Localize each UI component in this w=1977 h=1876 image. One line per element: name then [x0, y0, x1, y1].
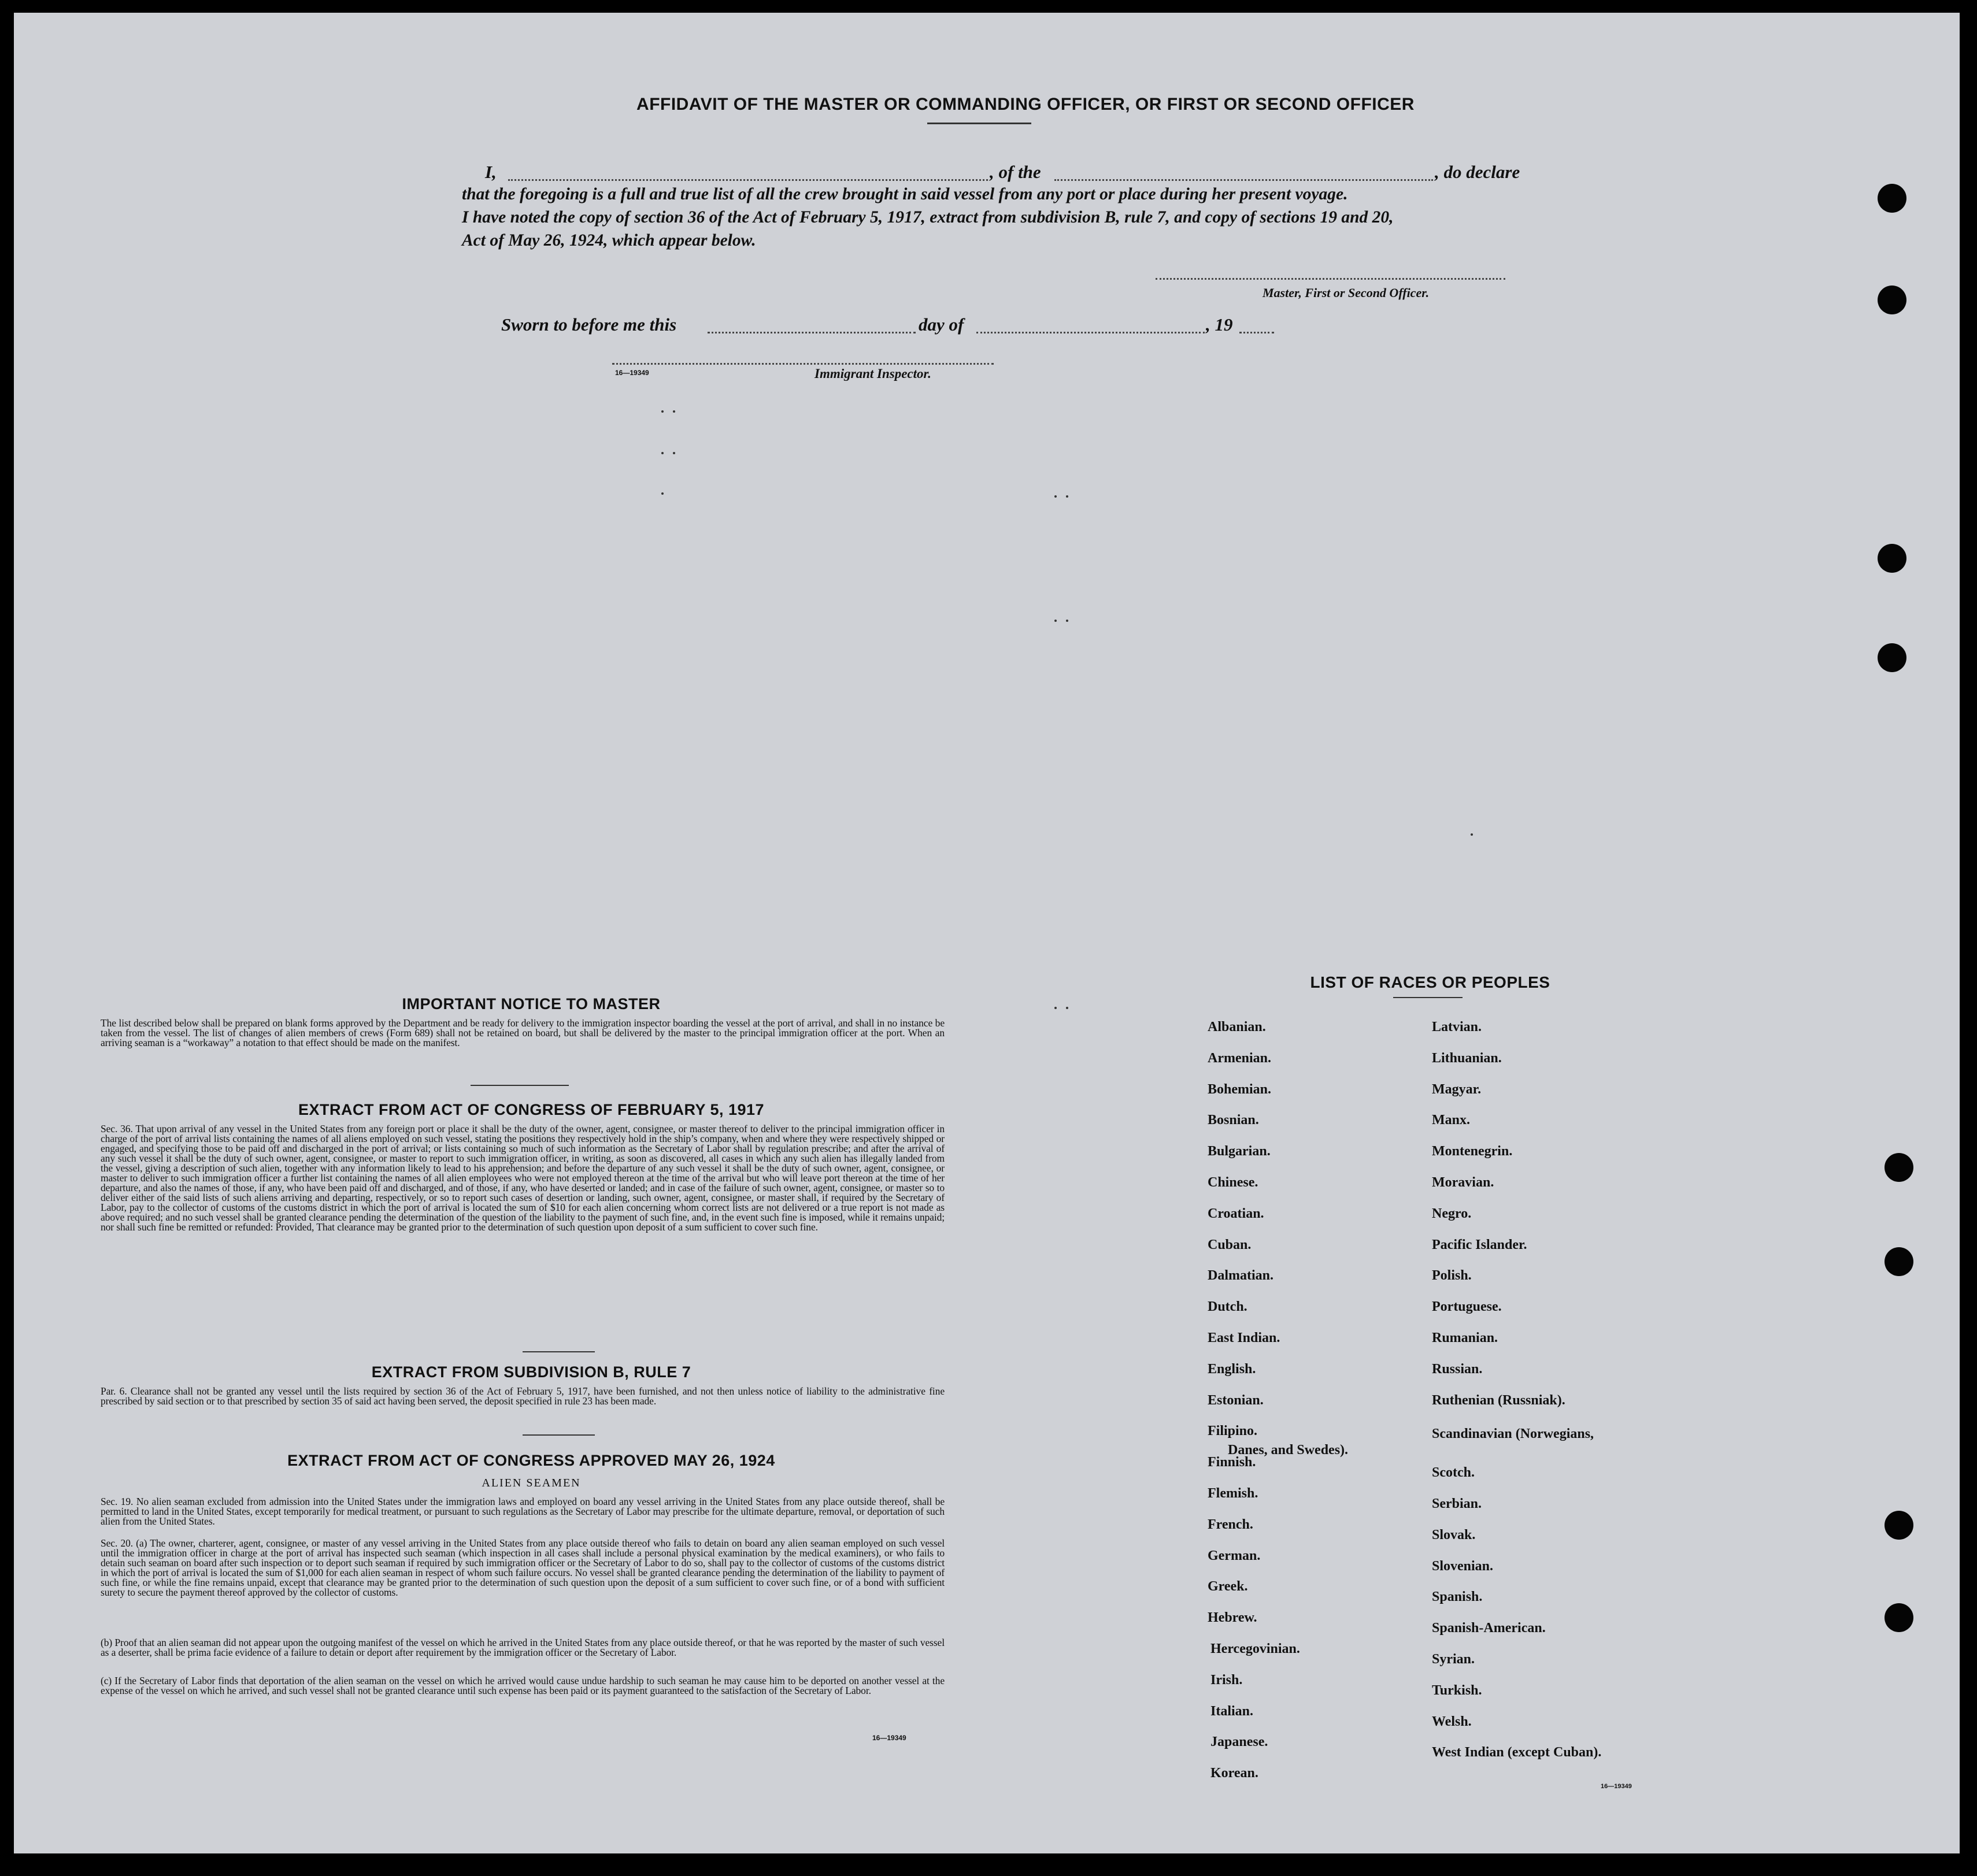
race-item: Negro.: [1432, 1206, 1472, 1221]
race-item: German.: [1208, 1548, 1261, 1563]
race-item: Croatian.: [1208, 1206, 1264, 1221]
race-item: Lithuanian.: [1432, 1050, 1502, 1066]
race-item: Hebrew.: [1208, 1610, 1257, 1626]
act-form-number: 16—19349: [872, 1734, 906, 1742]
race-item: East Indian.: [1208, 1330, 1280, 1345]
i-label: I,: [485, 162, 497, 182]
act-1924-title: EXTRACT FROM ACT OF CONGRESS APPROVED MAY 26, 1924: [287, 1452, 775, 1469]
race-item: French.: [1208, 1517, 1253, 1532]
binder-hole: [1885, 1603, 1913, 1632]
binder-hole: [1878, 643, 1906, 672]
race-item: Japanese.: [1210, 1734, 1268, 1750]
race-item: West Indian (except Cuban).: [1432, 1745, 1602, 1760]
scan-speck: [1054, 620, 1057, 622]
race-item: Pacific Islander.: [1432, 1237, 1527, 1252]
title-underline: [927, 123, 1031, 124]
notice-title: IMPORTANT NOTICE TO MASTER: [402, 995, 661, 1013]
do-declare-label: , do declare: [1435, 162, 1520, 182]
race-item: Scotch.: [1432, 1465, 1475, 1481]
binder-hole: [1885, 1153, 1913, 1182]
race-item: Irish.: [1210, 1672, 1243, 1688]
notice-body: The list described below shall be prepared on blank forms approved by the Department and be ready for delivery to the immigration inspector boarding the vessel at the port of arrival, and shall in no instance be taken from the vessel. The list of changes of alien members of crews (Form 689) shall not be retained on board, but shall be delivered by the master to the principal immigration officer at the port. When an arriving seaman is a “workaway” a notation to that effect should be made on the manifest.: [101, 1017, 945, 1048]
sworn-month-blank[interactable]: [976, 319, 1205, 333]
race-item: Filipino.: [1208, 1423, 1258, 1439]
race-item: Bulgarian.: [1208, 1144, 1271, 1159]
race-item: Montenegrin.: [1432, 1144, 1513, 1159]
scan-speck: [661, 492, 664, 495]
race-item: Korean.: [1210, 1766, 1258, 1781]
race-item: Scandinavian (Norwegians,: [1432, 1426, 1594, 1441]
scan-speck: [661, 452, 664, 454]
scan-speck: [1054, 495, 1057, 498]
sec-20b-body: (b) Proof that an alien seaman did not appear upon the outgoing manifest of the vessel on which he arrived in the United States from any place outside thereof, or that he was reported by the master of such vessel as a deserter, shall be prima facie evidence of a failure to detain or deport after requirement by the immigration officer or the Secretary of Labor.: [101, 1637, 945, 1658]
race-item: Chinese.: [1208, 1175, 1258, 1190]
sec-20c-body: (c) If the Secretary of Labor finds that deportation of the alien seaman on the vessel on which he arrived would cause undue hardship to such seaman he may cause him to be deported on another vessel at the expense of the vessel on which he arrived, and such vessel shall not be granted clearance until such expense has been paid or its payment guaranteed to the satisfaction of the Secretary of Labor.: [101, 1675, 945, 1696]
sec-19-body: Sec. 19. No alien seaman excluded from admission into the United States under the immigration laws and employed on board any vessel arriving in the United States from any place outside thereof, shall be permitted to land in the United States, except temporarily for medical treatment, or pursuant to such regulations as the Secretary of Labor may prescribe for the ultimate departure, removal, or deportation of such alien from the United States.: [101, 1496, 945, 1527]
race-item: Welsh.: [1432, 1714, 1472, 1729]
sworn-day-blank[interactable]: [708, 319, 916, 333]
sworn-label: Sworn to before me this: [501, 314, 677, 335]
race-item: Portuguese.: [1432, 1299, 1502, 1315]
rule-7-body: Par. 6. Clearance shall not be granted any vessel until the lists required by section 36 of the Act of February 5, 1917, have been furnished, and not then unless notice of liability to the administrative fine prescribed by said section or to that prescribed by section 35 of said act having been served, the deposit specified in rule 23 has been made.: [101, 1385, 945, 1407]
name-blank[interactable]: [508, 163, 988, 181]
race-item: Flemish.: [1208, 1486, 1258, 1501]
race-item: Armenian.: [1208, 1050, 1271, 1066]
race-item: Spanish-American.: [1432, 1621, 1546, 1636]
scan-speck: [1054, 1007, 1057, 1009]
race-item: Serbian.: [1432, 1496, 1482, 1511]
sworn-year-blank[interactable]: [1239, 319, 1274, 333]
race-item: Spanish.: [1432, 1589, 1483, 1605]
race-item: Hercegovinian.: [1210, 1641, 1300, 1656]
race-item: Dalmatian.: [1208, 1268, 1273, 1284]
act-1917-title: EXTRACT FROM ACT OF CONGRESS OF FEBRUARY 5, 1917: [298, 1101, 765, 1118]
binder-hole: [1878, 544, 1906, 573]
of-the-label: , of the: [990, 162, 1041, 182]
race-item: Latvian.: [1432, 1019, 1482, 1035]
race-item: Polish.: [1432, 1268, 1472, 1284]
scan-speck: [1471, 833, 1473, 836]
scan-speck: [1066, 495, 1068, 498]
divider-2: [523, 1351, 595, 1352]
scan-speck: [673, 410, 675, 413]
act-1917-body: Sec. 36. That upon arrival of any vessel in the United States from any foreign port or place it shall be the duty of the owner, agent, consignee, or master thereof to deliver to the principal immigration officer in charge of the port of arrival lists containing the names of all aliens employed on such vessel, stating the positions they respectively hold in the ship’s company, when and where they were respectively shipped or engaged, and specifying those to be paid off and discharged in the port of arrival; or lists containing so much of such information as the Secretary of Labor shall by regulation prescribe; and after the arrival of any such vessel it shall be the duty of such owner, agent, consignee, or master to report to such immigration officer, in writing, as soon as discovered, all cases in which any such alien has illegally landed from the vessel, giving a description of such alien, together with any information likely to lead to his apprehension; and before the departure of any such vessel it shall be the duty of such owner, agent, consignee, or master to deliver to such immigration officer a further list containing the names of all alien employees who were not employed thereon at the time of the arrival but who will leave port thereon at the time of her departure, and also the names of those, if any, who have been paid off and discharged, and of those, if any, who have deserted or landed; and in case of the failure of such owner, agent, consignee, or master so to deliver either of the said lists of such aliens arriving and departing, respectively, or so to report such cases of desertion or landing, such owner, agent, consignee, or master shall, if required by the Secretary of Labor, pay to the collector of customs of the customs district in which the port of arrival is located the sum of $10 for each alien concerning whom correct lists are not delivered or a true report is not made as above required; and no such vessel shall be granted clearance pending the determination of the question of the liability to the payment of such fine, and, in the event such fine is imposed, while it remains unpaid; nor shall such fine be remitted or refunded: Provided, That clearance may be granted prior to the determination of such question upon deposit of a sum sufficient to cover such fine.: [101, 1123, 945, 1233]
binder-hole: [1885, 1511, 1913, 1540]
race-item: Danes, and Swedes).: [1228, 1443, 1349, 1458]
divider-1: [471, 1085, 569, 1086]
affidavit-title: AFFIDAVIT OF THE MASTER OR COMMANDING OFFICER, OR FIRST OR SECOND OFFICER: [636, 95, 1415, 114]
day-of-label: day of: [919, 314, 964, 335]
sec-20a-body: Sec. 20. (a) The owner, charterer, agent, consignee, or master of any vessel arriving in the United States from any place outside thereof who fails to detain on board any alien seaman employed on such vessel until the immigration officer in charge at the port of arrival has inspected such seaman (which inspection in all cases shall include a personal physical examination by the medical examiners), or who fails to detain such seaman on board after such inspection or to deport such seaman if required by such immigration officer or the Secretary of Labor to do so, shall pay to the collector of customs of the customs district in which the port of arrival is located the sum of $1,000 for each alien seaman in respect of whom such failure occurs. No vessel shall be granted clearance pending the determination of the liability to payment of such fine, or while the fine remains unpaid, except that clearance may be granted prior to the determination of such question upon the deposit of a sum sufficient to cover such fine, or of a bond with sufficient surety to secure the payment thereof approved by the collector of customs.: [101, 1537, 945, 1598]
divider-3: [523, 1434, 595, 1436]
scan-speck: [673, 452, 675, 454]
scan-speck: [661, 410, 664, 413]
race-item: Cuban.: [1208, 1237, 1252, 1252]
declaration-line-2: that the foregoing is a full and true list of all the crew brought in said vessel from any port or place during her present voyage.: [462, 185, 1348, 203]
race-item: Bohemian.: [1208, 1081, 1272, 1097]
alien-seamen-subtitle: ALIEN SEAMEN: [482, 1477, 581, 1489]
race-item: Greek.: [1208, 1579, 1248, 1595]
scan-speck: [1066, 1007, 1068, 1009]
race-item: Albanian.: [1208, 1019, 1266, 1035]
race-item: Moravian.: [1432, 1175, 1494, 1190]
race-item: Slovak.: [1432, 1527, 1476, 1543]
race-item: Turkish.: [1432, 1682, 1482, 1698]
race-item: Bosnian.: [1208, 1113, 1259, 1128]
binder-hole: [1878, 286, 1906, 314]
declaration-line-3: I have noted the copy of section 36 of the Act of February 5, 1917, extract from subdivision B, rule 7, and copy of sections 19 and 20,: [462, 208, 1394, 227]
declaration-line-4: Act of May 26, 1924, which appear below.: [462, 231, 756, 250]
binder-hole: [1885, 1247, 1913, 1276]
inspector-label: Immigrant Inspector.: [815, 366, 931, 381]
race-item: Dutch.: [1208, 1299, 1247, 1315]
vessel-blank[interactable]: [1054, 163, 1433, 181]
races-underline: [1393, 997, 1463, 998]
rule-7-title: EXTRACT FROM SUBDIVISION B, RULE 7: [371, 1363, 691, 1381]
races-title: LIST OF RACES OR PEOPLES: [1310, 973, 1550, 991]
scan-speck: [1066, 620, 1068, 622]
race-item: Italian.: [1210, 1703, 1254, 1719]
race-item: Manx.: [1432, 1113, 1470, 1128]
race-item: Rumanian.: [1432, 1330, 1498, 1345]
race-item: Estonian.: [1208, 1392, 1264, 1408]
binder-hole: [1878, 184, 1906, 213]
race-item: Ruthenian (Russniak).: [1432, 1392, 1565, 1408]
race-item: Slovenian.: [1432, 1558, 1494, 1574]
races-form-number: 16—19349: [1601, 1783, 1632, 1790]
race-item: Syrian.: [1432, 1652, 1475, 1667]
year-label: , 19: [1206, 314, 1233, 335]
race-item: Finnish.: [1208, 1455, 1256, 1470]
master-label: Master, First or Second Officer.: [1263, 286, 1430, 300]
affidavit-form-number: 16—19349: [615, 369, 649, 377]
race-item: English.: [1208, 1361, 1256, 1377]
form-page: [14, 13, 1960, 1853]
race-item: Russian.: [1432, 1361, 1483, 1377]
race-item: Magyar.: [1432, 1081, 1482, 1097]
master-signature-line[interactable]: [1156, 276, 1505, 280]
inspector-signature-line[interactable]: [612, 361, 994, 365]
